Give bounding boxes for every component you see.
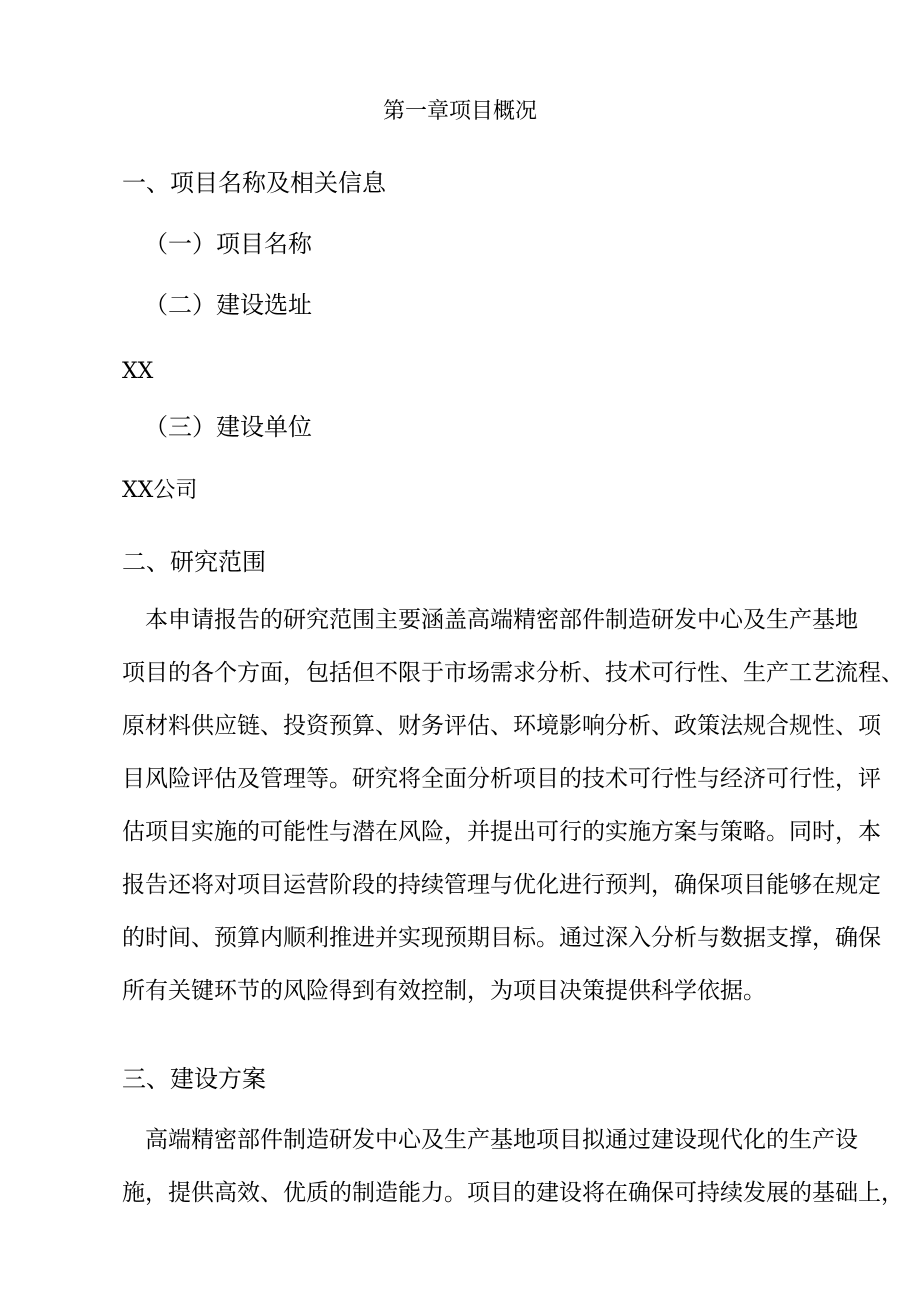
- paragraph-line: 所有关键环节的风险得到有效控制，为项目决策提供科学依据。: [122, 978, 766, 1004]
- paragraph-line: 项目的各个方面，包括但不限于市场需求分析、技术可行性、生产工艺流程、: [122, 660, 904, 686]
- paragraph-line: 本申请报告的研究范围主要涵盖高端精密部件制造研发中心及生产基地: [122, 607, 858, 633]
- paragraph-line: 报告还将对项目运营阶段的持续管理与优化进行预判，确保项目能够在规定: [122, 872, 881, 898]
- paragraph-line: 估项目实施的可能性与潜在风险，并提出可行的实施方案与策略。同时，本: [122, 819, 881, 845]
- paragraph-line: 的时间、预算内顺利推进并实现预期目标。通过深入分析与数据支撑，确保: [122, 925, 881, 951]
- section-heading-construction-plan: 三、建设方案: [122, 1065, 266, 1093]
- subheading-site: （二）建设选址: [144, 291, 312, 319]
- paragraph-line: 目风险评估及管理等。研究将全面分析项目的技术可行性与经济可行性，评: [122, 766, 881, 792]
- paragraph-line: 原材料供应链、投资预算、财务评估、环境影响分析、政策法规合规性、项: [122, 713, 881, 739]
- subheading-builder: （三）建设单位: [144, 413, 312, 441]
- builder-value: XX公司: [122, 478, 198, 503]
- section-heading-research-scope: 二、研究范围: [122, 548, 266, 576]
- subheading-project-name: （一）项目名称: [144, 230, 312, 258]
- site-value: XX: [122, 359, 154, 384]
- chapter-title: 第一章项目概况: [382, 99, 537, 124]
- section-heading-project-info: 一、项目名称及相关信息: [122, 169, 386, 197]
- paragraph-line: 高端精密部件制造研发中心及生产基地项目拟通过建设现代化的生产设: [122, 1127, 858, 1153]
- paragraph-line: 施，提供高效、优质的制造能力。项目的建设将在确保可持续发展的基础上，: [122, 1180, 904, 1206]
